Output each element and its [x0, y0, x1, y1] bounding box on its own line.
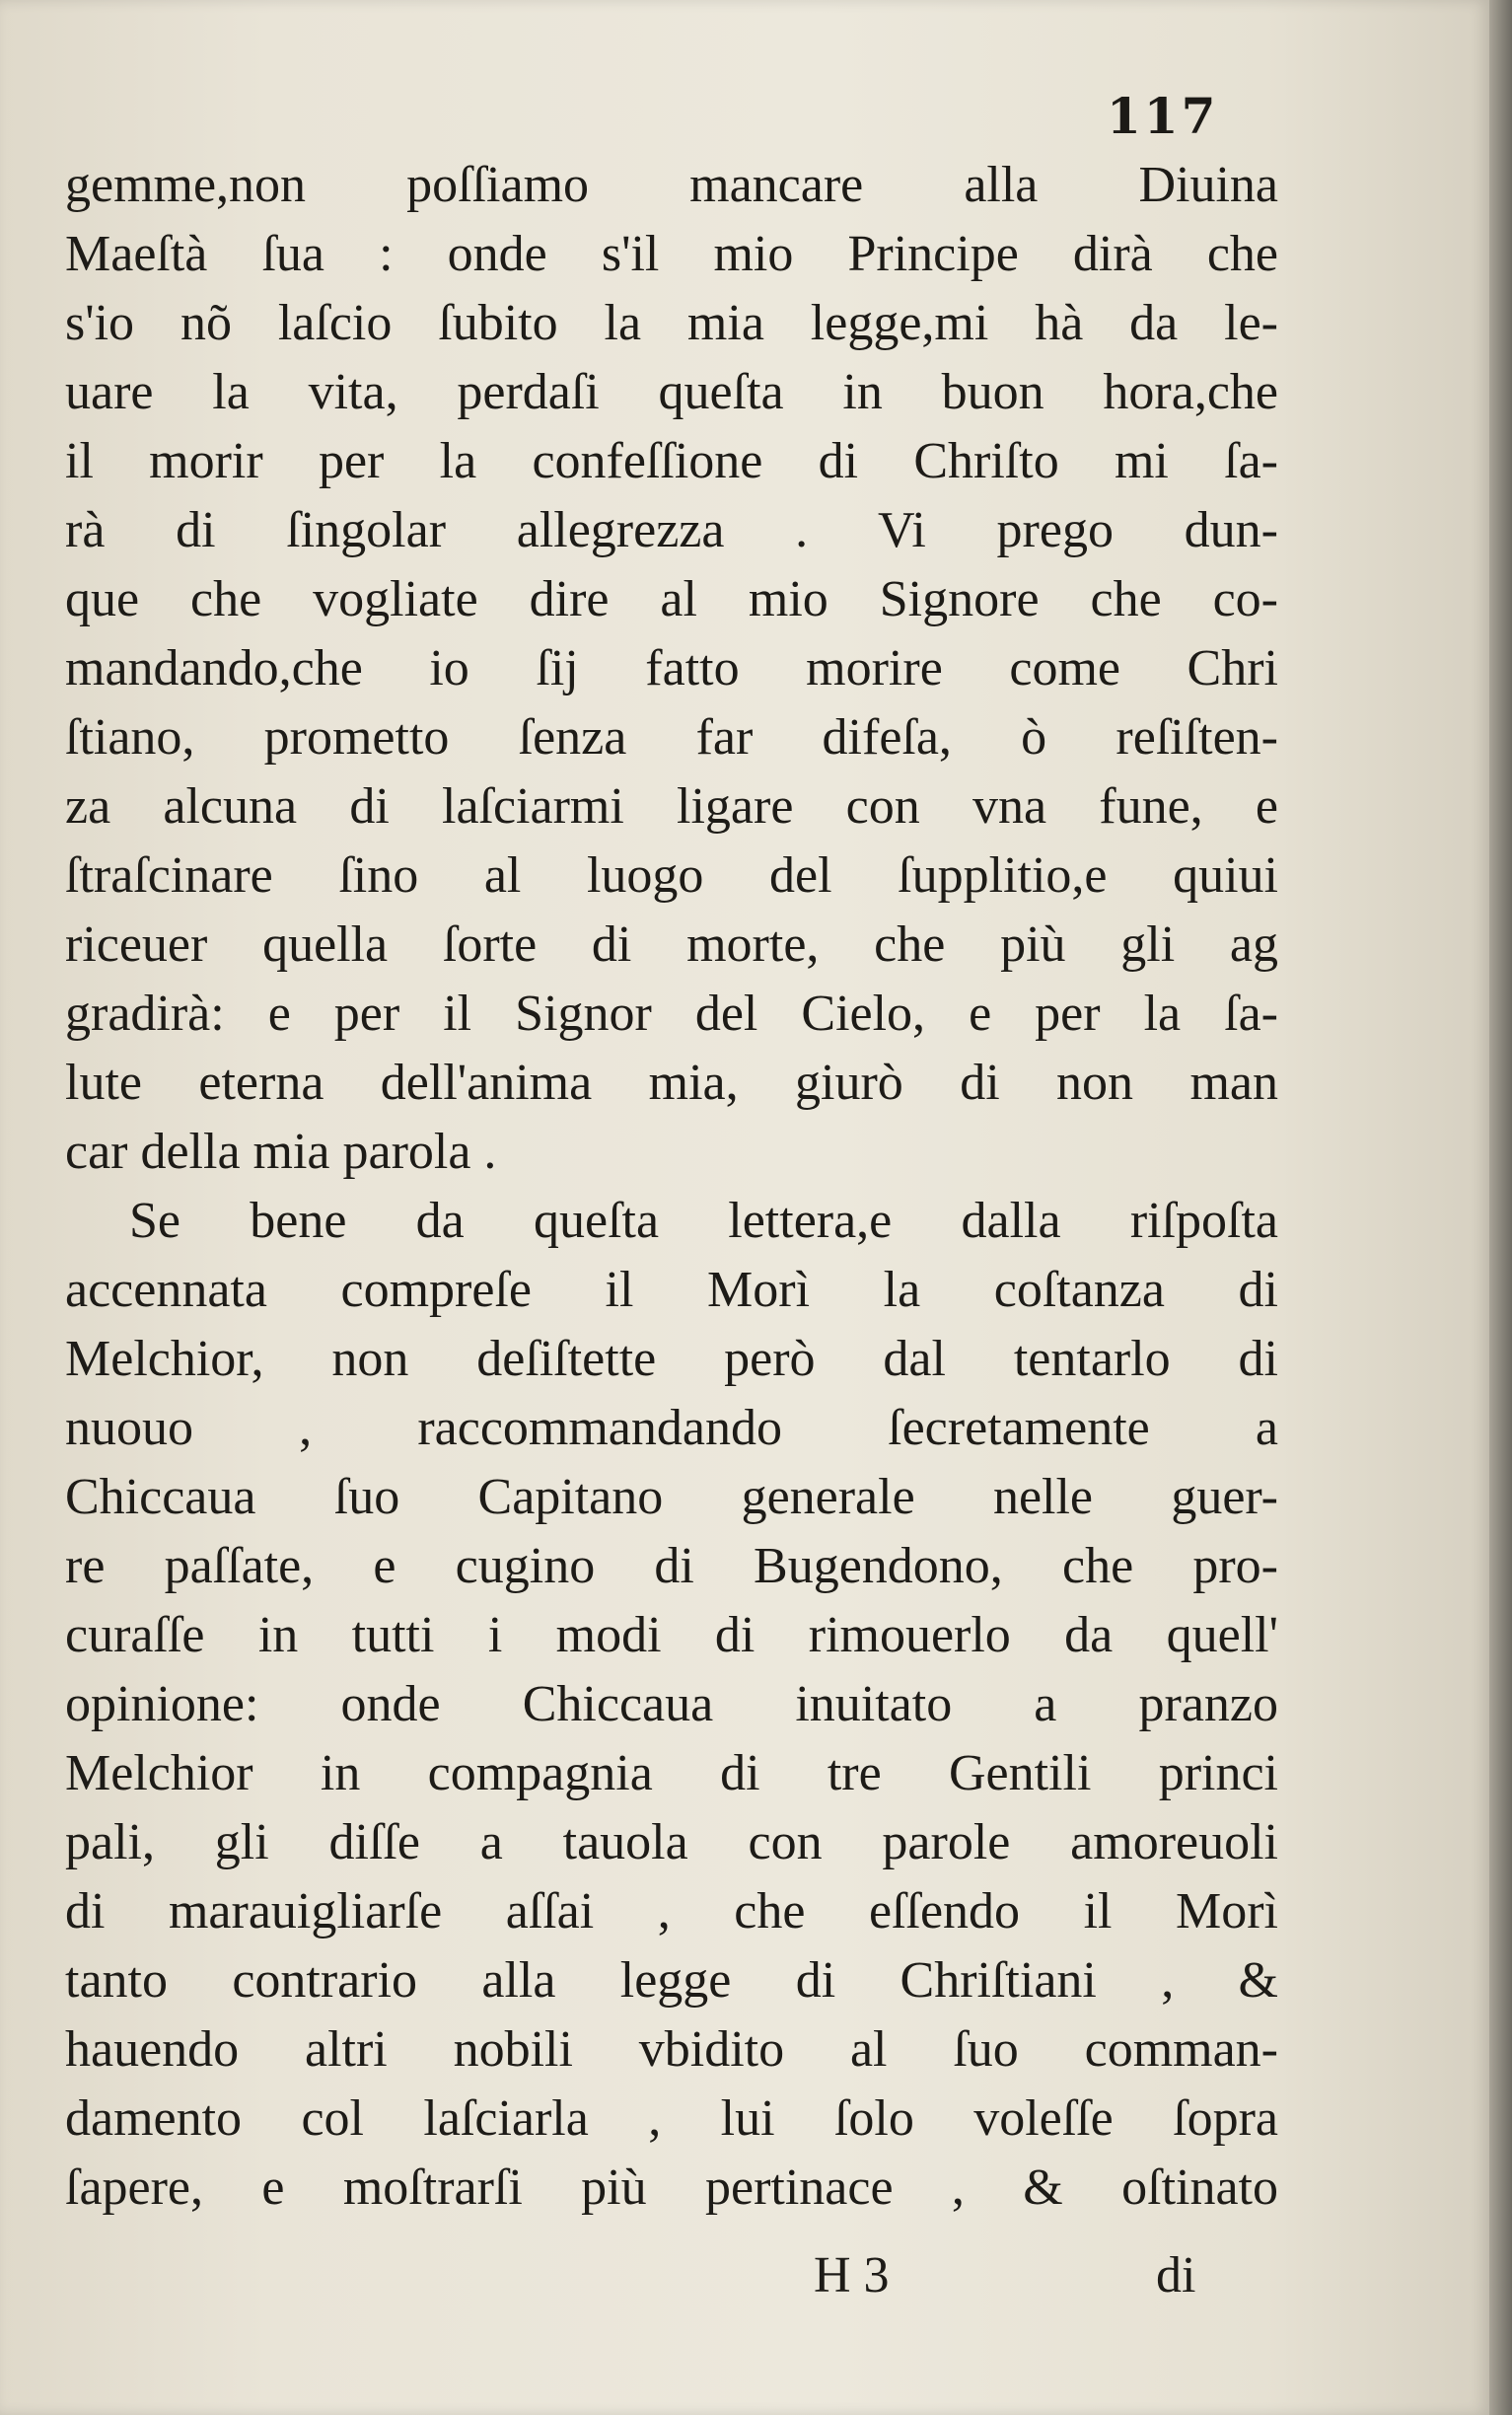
text-line: pali, gli diſſe a tauola con parole amoreuoli [65, 1814, 1278, 1870]
text-line: car della mia parola . [65, 1124, 497, 1180]
text-line: tanto contrario alla legge di Chriſtiani , & [65, 1952, 1278, 2009]
text-line: ſapere, e moſtrarſi più pertinace , & oſtinato [65, 2159, 1278, 2216]
text-line: Chiccaua ſuo Capitano generale nelle guer- [65, 1469, 1278, 1525]
text-line: mandando,che io ſij fatto morire come Chri [65, 640, 1278, 696]
text-line: que che vogliate dire al mio Signore che co- [65, 571, 1278, 627]
text-line: hauendo altri nobili vbidito al ſuo comman- [65, 2021, 1278, 2078]
signature-mark: H 3 [814, 2247, 890, 2304]
body-text [65, 151, 1278, 2223]
page-number: 117 [1107, 87, 1219, 145]
text-line: s'io nõ laſcio ſubito la mia legge,mi hà da le- [65, 295, 1278, 351]
text-line: nuouo , raccommandando ſecretamente a [65, 1400, 1278, 1456]
text-line: di marauigliarſe aſſai , che eſſendo il Morì [65, 1883, 1278, 1939]
page-edge [1489, 0, 1512, 2415]
text-line: rà di ſingolar allegrezza . Vi prego dun- [65, 502, 1278, 558]
text-line: Maeſtà ſua : onde s'il mio Principe dirà che [65, 226, 1278, 282]
text-line: riceuer quella ſorte di morte, che più gli ag [65, 916, 1278, 973]
text-line: za alcuna di laſciarmi ligare con vna fune, e [65, 778, 1278, 835]
text-line: curaſſe in tutti i modi di rimouerlo da quell' [65, 1607, 1278, 1663]
text-line: opinione: onde Chiccaua inuitato a pranzo [65, 1676, 1278, 1732]
text-line: re paſſate, e cugino di Bugendono, che pro- [65, 1538, 1278, 1594]
catchword: di [1156, 2247, 1196, 2304]
text-line: il morir per la confeſſione di Chriſto mi ſa- [65, 433, 1278, 489]
text-line: gemme,non poſſiamo mancare alla Diuina [65, 157, 1278, 213]
text-line: Melchior, non deſiſtette però dal tentarlo di [65, 1331, 1278, 1387]
text-line: ſtraſcinare ſino al luogo del ſupplitio,e quiui [65, 847, 1278, 904]
text-line: gradirà: e per il Signor del Cielo, e per la ſa- [65, 986, 1278, 1042]
text-line: ſtiano, prometto ſenza far difeſa, ò reſiſten- [65, 709, 1278, 766]
text-line: uare la vita, perdaſi queſta in buon hora,che [65, 364, 1278, 420]
page-footer [0, 2241, 1489, 2310]
text-line: lute eterna dell'anima mia, giurò di non man [65, 1055, 1278, 1111]
text-line: damento col laſciarla , lui ſolo voleſſe ſopra [65, 2090, 1278, 2147]
text-line: Se bene da queſta lettera,e dalla riſpoſta [129, 1193, 1278, 1249]
text-line: accennata compreſe il Morì la coſtanza di [65, 1262, 1278, 1318]
text-line: Melchior in compagnia di tre Gentili princi [65, 1745, 1278, 1801]
